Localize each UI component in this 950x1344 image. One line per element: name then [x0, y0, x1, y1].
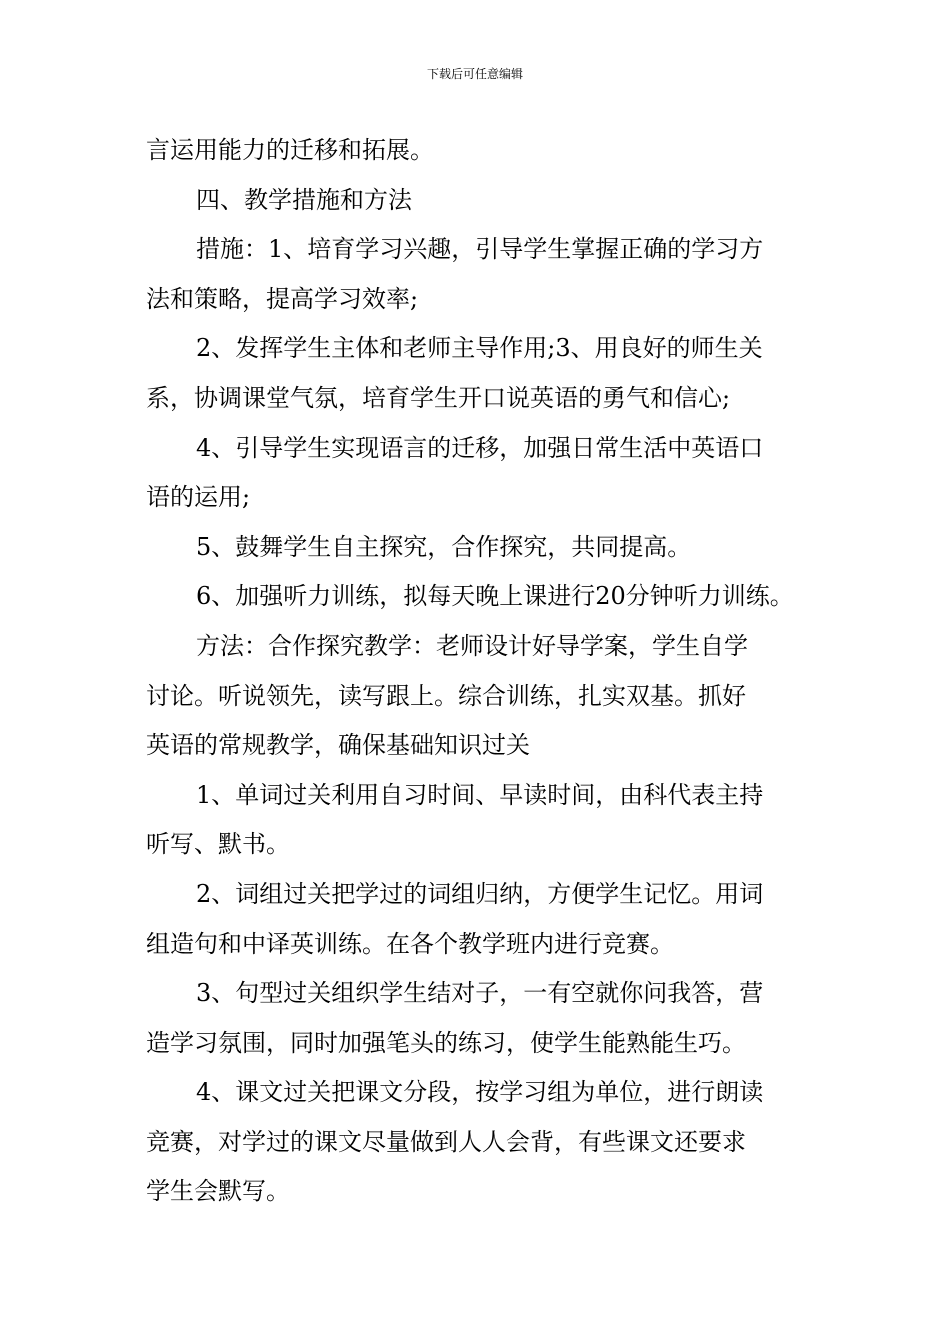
page-header-note: 下载后可任意编辑: [426, 67, 523, 81]
text-line: 2、词组过关把学过的词组归纳，方便学生记忆。用词: [196, 879, 764, 908]
text-line: 听写、默书。: [146, 830, 290, 859]
text-line: 讨论。听说领先，读写跟上。综合训练，扎实双基。抓好: [146, 681, 746, 710]
text-line: 法和策略，提高学习效率;: [146, 284, 419, 313]
text-line: 言运用能力的迁移和拓展。: [146, 136, 434, 164]
section-heading: 四、教学措施和方法: [196, 185, 412, 214]
text-line: 2、发挥学生主体和老师主导作用;3、用良好的师生关: [196, 334, 763, 363]
text-line: 6、加强听力训练，拟每天晚上课进行20分钟听力训练。: [196, 582, 794, 611]
text-line: 3、句型过关组织学生结对子，一有空就你问我答，营: [196, 979, 764, 1008]
text-line: 4、引导学生实现语言的迁移，加强日常生活中英语口: [196, 433, 764, 462]
text-line: 造学习氛围，同时加强笔头的练习，使学生能熟能生巧。: [146, 1028, 746, 1057]
text-line: 组造句和中译英训练。在各个教学班内进行竞赛。: [146, 929, 674, 958]
text-line: 英语的常规教学，确保基础知识过关: [146, 731, 530, 760]
text-line: 方法：合作探究教学：老师设计好导学案，学生自学: [196, 631, 748, 660]
text-line: 学生会默写。: [146, 1177, 290, 1206]
text-line: 1、单词过关利用自习时间、早读时间，由科代表主持: [196, 780, 764, 809]
text-line: 竞赛，对学过的课文尽量做到人人会背，有些课文还要求: [146, 1127, 746, 1156]
text-line: 4、课文过关把课文分段，按学习组为单位，进行朗读: [196, 1078, 764, 1107]
text-line: 5、鼓舞学生自主探究，合作探究，共同提高。: [196, 532, 692, 561]
text-line: 语的运用;: [146, 483, 251, 512]
document-body: [146, 126, 822, 1217]
text-line: 系，协调课堂气氛，培育学生开口说英语的勇气和信心;: [146, 383, 731, 412]
text-line: 措施：1、培育学习兴趣，引导学生掌握正确的学习方: [196, 235, 764, 264]
